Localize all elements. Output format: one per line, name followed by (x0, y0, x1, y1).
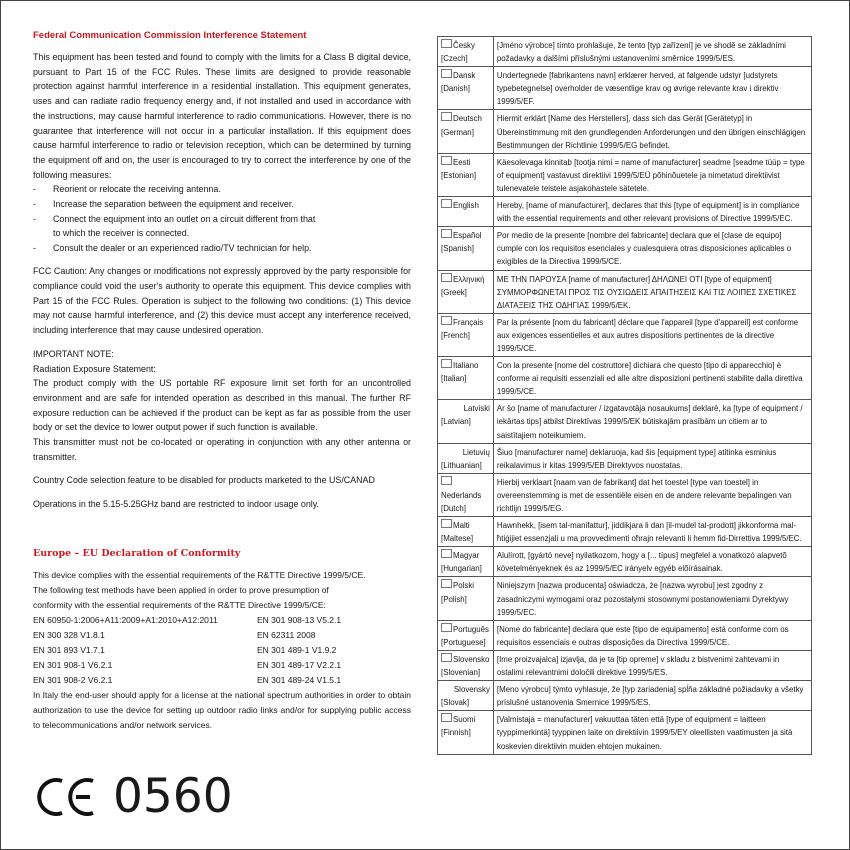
language-sub: [Portuguese] (441, 637, 486, 647)
declaration-text: Šiuo [manufacturer name] deklaruoja, kad šis [equipment type] atitinka esminius reikalavimus ir kitas 1999/5/EB Direktyvos nuostatas. (493, 443, 811, 473)
language-cell (438, 400, 494, 443)
table-row (438, 313, 812, 356)
language-name: Dansk (453, 71, 476, 81)
declaration-table (437, 36, 812, 755)
language-sub: [Latvian] (441, 417, 471, 427)
standard-item: EN 301 489-17 V2.2.1 (257, 659, 342, 670)
language-name: Lietuvių (462, 447, 490, 457)
language-sub: [Greek] (441, 287, 467, 297)
language-name: Polski (453, 581, 475, 591)
table-row (438, 443, 812, 473)
band-text: Operations in the 5.15-5.25GHz band are restricted to indoor usage only. (33, 499, 319, 510)
language-sub: [Polish] (441, 594, 467, 604)
flag-icon (441, 653, 452, 662)
language-sub: [French] (441, 330, 470, 340)
table-row (438, 650, 812, 680)
table-row (438, 711, 812, 754)
language-name: Česky (453, 41, 475, 50)
standard-item: EN 301 908-2 V6.2.1 (33, 674, 113, 685)
bullet-dash: - (33, 213, 36, 224)
declaration-text: Ar šo [name of manufacturer / izgatavotāja nosaukums] deklarē, ka [type of equipment / iekārtas tips] atbilst Direktīvas 1999/5/EK būtiskajām prasībām un citiem ar to saistītajiem noteikumiem. (493, 400, 811, 443)
table-row (438, 37, 812, 67)
radiation-text: The product comply with the US portable RF exposure limit set forth for an uncontrolled environment and are safe for intended operation as described in this manual. The further RF exposure reduction can be achieved if the product can be kept as far as possible from the user body or set the device to lower output power if such function is available. (33, 378, 411, 433)
measure-item (33, 212, 411, 227)
table-row (438, 620, 812, 650)
country-code-text: Country Code selection feature to be disabled for products marketed to the US/CANAD (33, 475, 375, 486)
language-cell (438, 270, 494, 313)
table-row (438, 197, 812, 227)
table-row (438, 270, 812, 313)
declaration-text: [Valmistaja = manufacturer] vakuuttaa täten että [type of equipment = laitteen tyyppimerkintä] tyyppinen laite on direktiivin 1999/5/EY oleellisten vaatimusten ja sitä koskevien direktiivin muiden ehtojen mukainen. (493, 711, 811, 754)
language-cell (438, 37, 494, 67)
flag-icon (441, 273, 452, 282)
language-cell (438, 357, 494, 400)
measure-continuation: to which the receiver is connected. (53, 228, 190, 239)
language-cell (438, 153, 494, 196)
language-name: Eesti (453, 157, 471, 167)
standard-item: EN 301 489-1 V1.9.2 (257, 644, 337, 655)
eu-line: The following test methods have been applied in order to prove presumption of (33, 584, 329, 595)
flag-icon (441, 476, 452, 485)
declaration-text: Por medio de la presente [nombre del fabricante] declara que el [clase de equipo] cumple con los requisitos esenciales y cualesquiera otras disposiciones aplicables o exigibles de la Directiva 1999/5/CE. (493, 227, 811, 270)
language-name: Ελληνική (453, 274, 485, 284)
language-name: Français (453, 317, 484, 327)
ce-mark-icon (35, 773, 97, 821)
standard-item: EN 301 908-13 V5.2.1 (257, 614, 342, 625)
declaration-text: Hereby, [name of manufacturer], declares that this [type of equipment] is in compliance with the essential requirements and other relevant provisions of Directive 1999/5/EC. (493, 197, 811, 227)
notified-body-number: 0560 (113, 769, 233, 824)
fcc-section (33, 30, 411, 733)
declaration-text: Alulírott, [gyártó neve] nyilatkozom, hogy a [... típus] megfelel a vonatkozó alapvetõ követelményeknek és az 1999/5/EC irányelv egyéb elõírásainak. (493, 547, 811, 577)
language-cell (438, 547, 494, 577)
language-sub: [Spanish] (441, 244, 474, 254)
language-cell (438, 227, 494, 270)
language-cell (438, 67, 494, 110)
ce-marking (35, 770, 233, 824)
declaration-text: Hiermit erklärt [Name des Herstellers], dass sich das Gerät [Gerätetyp] in Übereinstimmung mit den grundlegenden Anforderungen und den übrigen einschlägigen Bestimmungen der Richtlinie 1999/5/EG befindet. (493, 110, 811, 153)
language-name: Nederlands (441, 490, 482, 500)
language-name: Slovensky (453, 685, 490, 695)
language-name: Italiano (453, 361, 479, 371)
standard-item: EN 300 328 V1.8.1 (33, 629, 105, 640)
table-row (438, 357, 812, 400)
eu-line: This device complies with the essential requirements of the R&TTE Directive 1999/5/CE. (33, 569, 366, 580)
bullet-dash: - (33, 184, 36, 195)
declaration-text: [Nome do fabricante] declara que este [tipo de equipamento] está conforme com os requisitos essenciais e outras disposições da Directiva 1999/5/CE. (493, 620, 811, 650)
eu-title: Europe – EU Declaration of Conformity (33, 547, 241, 559)
language-name: Malti (453, 521, 470, 531)
declaration-text: Par la présente [nom du fabricant] déclare que l'appareil [type d'appareil] est conforme aux exigences essentielles et aux autres dispositions pertinentes de la directive 1999/5/CE. (493, 313, 811, 356)
language-sub: [Czech] (441, 54, 468, 64)
language-sub: [Slovenian] (441, 668, 481, 678)
table-row (438, 153, 812, 196)
language-sub: [Slovak] (441, 698, 470, 708)
flag-icon (441, 359, 452, 368)
declaration-text: [Meno výrobcu] týmto vyhlasuje, že [typ zariadenia] spĺňa základné požiadavky a všetky príslušné ustanovenia Smernice 1999/5/ES. (493, 681, 811, 711)
language-name: Español (453, 231, 482, 241)
radiation-title: Radiation Exposure Statement: (33, 363, 156, 374)
table-row (438, 547, 812, 577)
flag-icon (441, 69, 452, 78)
language-sub: [Hungarian] (441, 564, 482, 574)
table-row (438, 681, 812, 711)
language-cell (438, 620, 494, 650)
measure-text: Consult the dealer or an experienced radio/TV technician for help. (53, 242, 312, 253)
declaration-text: [Ime proizvajalca] izjavlja, da je ta [tip opreme] v skladu z bistvenimi zahtevami in ostalimi relevantnimi določili direktive 1999/5/ES. (493, 650, 811, 680)
measure-text: Increase the separation between the equipment and receiver. (53, 198, 294, 209)
flag-icon (441, 39, 452, 48)
bullet-dash: - (33, 198, 36, 209)
language-name: Português (453, 624, 489, 634)
flag-icon (441, 229, 452, 238)
bullet-dash: - (33, 242, 36, 253)
declaration-text: Hierbij verklaart [naam van de fabrikant] dat het toestel [type van toestel] in overeenstemming is met de essentiële eisen en de andere relevante bepalingen van richtlijn 1999/5/EG. (493, 473, 811, 516)
language-sub: [Maltese] (441, 534, 474, 544)
language-name: Suomi (453, 715, 476, 725)
language-name: Latviski (463, 404, 490, 414)
standard-item: EN 60950-1:2006+A11:2009+A1:2010+A12:2011 (33, 614, 218, 625)
declaration-text: Undertegnede [fabrikantens navn] erklærer herved, at følgende udstyr [udstyrets typebetegnelse] overholder de væsentlige krav og øvrige relevante krav i direktiv 1999/5/EF. (493, 67, 811, 110)
eu-section (33, 548, 411, 733)
measure-item (33, 182, 411, 197)
language-cell (438, 517, 494, 547)
language-cell (438, 650, 494, 680)
table-row (438, 577, 812, 620)
flag-icon (441, 316, 452, 325)
measure-item (33, 241, 411, 256)
language-cell (438, 711, 494, 754)
colocation-text: This transmitter must not be co-located or operating in conjunction with any other antenna or transmitter. (33, 437, 411, 462)
table-row (438, 67, 812, 110)
declaration-text: Hawnhekk, [isem tal-manifattur], jiddikjara li dan [il-mudel tal-prodott] jikkonforma mal-ħtiġijiet essenzjali u ma provvedimenti oħrajn relevanti li hemm fid-Dirrettiva 1999/5/EC. (493, 517, 811, 547)
language-sub: [German] (441, 127, 474, 137)
language-sub: [Italian] (441, 374, 467, 384)
language-cell (438, 473, 494, 516)
flag-icon (441, 112, 452, 121)
declaration-text: Käesolevaga kinnitab [tootja nimi = name of manufacturer] seadme [seadme tüüp = type of equipment] vastavust direktiivi 1999/5/EÜ põhinõuetele ja nimetatud direktiivist tulenevatele teistele asjakohastele sätetele. (493, 153, 811, 196)
language-cell (438, 681, 494, 711)
standards-list (33, 613, 411, 688)
language-sub: [Estonian] (441, 170, 477, 180)
language-cell (438, 443, 494, 473)
language-name: Deutsch (453, 114, 482, 124)
language-name: Slovensko (453, 654, 490, 664)
table-row (438, 110, 812, 153)
fcc-title: Federal Communication Commission Interference Statement (33, 30, 307, 41)
declaration-text: Niniejszym [nazwa producenta] oświadcza, że [nazwa wyrobu] jest zgodny z zasadniczymi wymogami oraz pozostałymi stosownymi postanowieniami Dyrektywy 1999/5/EC. (493, 577, 811, 620)
important-note: IMPORTANT NOTE: (33, 348, 114, 359)
measure-item (33, 197, 411, 212)
language-sub: [Finnish] (441, 728, 471, 738)
eu-line: conformity with the essential requirements of the R&TTE Directive 1999/5/CE: (33, 599, 326, 610)
fcc-intro: This equipment has been tested and found to comply with the limits for a Class B digital device, pursuant to Part 15 of the FCC Rules. These limits are designed to provide reasonable protection against harmful interference in a residential installation. This equipment generates, uses and can radiate radio frequency energy and, if not installed and used in accordance with the instructions, may cause harmful interference to radio communications. However, there is no guarantee that interference will not occur in a particular installation. If this equipment does cause harmful interference to radio or television reception, which can be determined by turning the equipment off and on, the user is encouraged to try to correct the interference by one of the following measures: (33, 52, 411, 180)
language-cell (438, 110, 494, 153)
flag-icon (441, 579, 452, 588)
language-cell (438, 197, 494, 227)
language-sub: [Lithuanian] (441, 460, 482, 470)
standard-item: EN 62311 2008 (257, 629, 316, 640)
language-cell (438, 577, 494, 620)
standard-item: EN 301 893 V1.7.1 (33, 644, 105, 655)
table-row (438, 400, 812, 443)
language-cell (438, 313, 494, 356)
flag-icon (441, 623, 452, 632)
language-name: English (453, 201, 479, 211)
measure-text: Reorient or relocate the receiving antenna. (53, 184, 221, 195)
flag-icon (441, 713, 452, 722)
language-sub: [Danish] (441, 84, 470, 94)
standard-item: EN 301 908-1 V6.2.1 (33, 659, 113, 670)
flag-icon (441, 549, 452, 558)
declaration-text: Con la presente [nome del costruttore] dichiara che questo [tipo di apparecchio] è conforme ai requisiti essenziali ed alle altre disposizioni pertinenti stabilite dalla direttiva 1999/5/CE. (493, 357, 811, 400)
declaration-text: [Jméno výrobce] tímto prohlašuje, že tento [typ zařízení] je ve shodě se základními požadavky a dalšími příslušnými ustanoveními směrnice 1999/5/ES. (493, 37, 811, 67)
declaration-text: ΜΕ ΤΗΝ ΠΑΡΟΥΣΑ [name of manufacturer] ΔΗΛΩΝΕΙ ΟΤΙ [type of equipment] ΣΥΜΜΟΡΦΩΝΕΤΑΙ ΠΡΟΣ ΤΙΣ ΟΥΣΙΩΔΕΙΣ ΑΠΑΙΤΗΣΕΙΣ ΚΑΙ ΤΙΣ ΛΟΙΠΕΣ ΣΧΕΤΙΚΕΣ ΔΙΑΤΑΞΕΙΣ ΤΗΣ ΟΔΗΓΙΑΣ 1999/5/ΕΚ. (493, 270, 811, 313)
language-name: Magyar (453, 551, 480, 561)
language-sub: [Dutch] (441, 504, 466, 513)
measure-text: Connect the equipment into an outlet on a circuit different from that (53, 213, 316, 224)
fcc-caution: FCC Caution: Any changes or modifications not expressly approved by the party responsible for compliance could void the user's authority to operate this equipment. This device complies with Part 15 of the FCC Rules. Operation is subject to the following two conditions: (1) This device may not cause harmful interference, and (2) this device must accept any interference received, including interference that may cause undesired operation. (33, 266, 411, 336)
flag-icon (441, 156, 452, 165)
table-row (438, 473, 812, 516)
italy-text: In Italy the end-user should apply for a license at the national spectrum authorities in order to obtain authorization to use the device for setting up outdoor radio links and/or for supplying public access to telecommunications and/or network services. (33, 689, 411, 730)
flag-icon (441, 199, 452, 208)
table-row (438, 227, 812, 270)
table-row (438, 517, 812, 547)
standard-item: EN 301 489-24 V1.5.1 (257, 674, 342, 685)
flag-icon (441, 519, 452, 528)
